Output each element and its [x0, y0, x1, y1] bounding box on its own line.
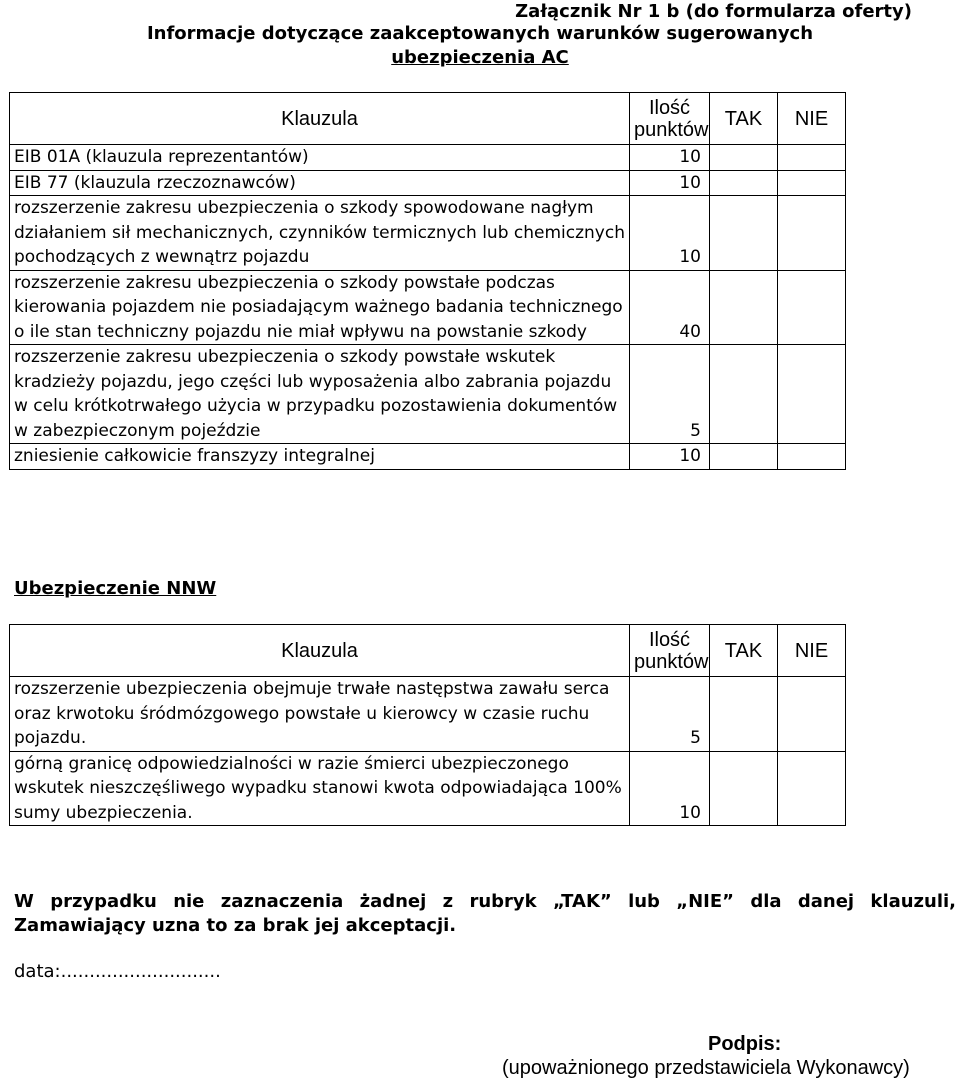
date-field: data:............................ [14, 961, 221, 982]
col-header-clause: Klauzula [10, 625, 630, 677]
clause-text: rozszerzenie zakresu ubezpieczenia o szkody powstałe podczas kierowania pojazdem nie posiadającym ważnego badania technicznego o ile stan techniczny pojazdu nie miał wpływu na powstanie szkody [10, 270, 630, 345]
yes-cell[interactable] [710, 145, 778, 171]
document-heading: Informacje dotyczące zaakceptowanych warunków sugerowanych [146, 23, 814, 44]
yes-cell[interactable] [710, 170, 778, 196]
signature-note: (upoważnionego przedstawiciela Wykonawcy) [502, 1057, 910, 1079]
clause-text: EIB 01A (klauzula reprezentantów) [10, 145, 630, 171]
col-header-yes: TAK [710, 625, 778, 677]
col-header-no: NIE [778, 93, 846, 145]
yes-cell[interactable] [710, 270, 778, 345]
no-cell[interactable] [778, 677, 846, 752]
clause-points: 10 [630, 170, 710, 196]
clause-points: 10 [630, 196, 710, 271]
table-row [10, 751, 846, 826]
clause-text: górną granicę odpowiedzialności w razie śmierci ubezpieczonego wskutek nieszczęśliwego wypadku stanowi kwota odpowiadająca 100% sumy ubezpieczenia. [10, 751, 630, 826]
clause-points: 10 [630, 444, 710, 470]
yes-cell[interactable] [710, 677, 778, 752]
yes-cell[interactable] [710, 751, 778, 826]
clause-text: rozszerzenie zakresu ubezpieczenia o szkody powstałe wskutek kradzieży pojazdu, jego części lub wyposażenia albo zabrania pojazdu w celu krótkotrwałego użycia w przypadku pozostawienia dokumentów w zabezpieczonym pojeździe [10, 345, 630, 444]
table-row [10, 270, 846, 345]
signature-label: Podpis: [708, 1033, 782, 1055]
table-row [10, 345, 846, 444]
col-header-points: Ilość punktów [630, 93, 710, 145]
no-cell[interactable] [778, 444, 846, 470]
yes-cell[interactable] [710, 444, 778, 470]
clause-text: EIB 77 (klauzula rzeczoznawców) [10, 170, 630, 196]
table-row [10, 677, 846, 752]
no-cell[interactable] [778, 170, 846, 196]
annex-title: Załącznik Nr 1 b (do formularza oferty) [515, 1, 912, 22]
clause-text: rozszerzenie ubezpieczenia obejmuje trwałe następstwa zawału serca oraz krwotoku śródmózgowego powstałe u kierowcy w czasie ruchu pojazdu. [10, 677, 630, 752]
clause-text: zniesienie całkowicie franszyzy integralnej [10, 444, 630, 470]
table-row [10, 170, 846, 196]
nnw-clauses-table [9, 624, 846, 826]
no-cell[interactable] [778, 270, 846, 345]
col-header-yes: TAK [710, 93, 778, 145]
clause-points: 40 [630, 270, 710, 345]
table-header-row [10, 93, 846, 145]
col-header-no: NIE [778, 625, 846, 677]
yes-cell[interactable] [710, 345, 778, 444]
col-header-clause: Klauzula [10, 93, 630, 145]
table-header-row [10, 625, 846, 677]
clause-points: 5 [630, 677, 710, 752]
ac-clauses-table [9, 92, 846, 470]
clause-text: rozszerzenie zakresu ubezpieczenia o szkody spowodowane nagłym działaniem sił mechanicznych, czynników termicznych lub chemicznych pochodzących z wewnątrz pojazdu [10, 196, 630, 271]
nnw-section-title: Ubezpieczenie NNW [14, 578, 217, 599]
clause-points: 5 [630, 345, 710, 444]
no-cell[interactable] [778, 751, 846, 826]
no-cell[interactable] [778, 196, 846, 271]
no-cell[interactable] [778, 145, 846, 171]
clause-points: 10 [630, 751, 710, 826]
subheading-text: ubezpieczenia AC [391, 47, 569, 68]
document-subheading [0, 46, 960, 70]
table-row [10, 196, 846, 271]
table-row [10, 444, 846, 470]
acceptance-notice: W przypadku nie zaznaczenia żadnej z rubryk „TAK” lub „NIE” dla danej klauzuli, Zamawiający uzna to za brak jej akceptacji. [14, 891, 956, 936]
yes-cell[interactable] [710, 196, 778, 271]
no-cell[interactable] [778, 345, 846, 444]
table-row [10, 145, 846, 171]
col-header-points: Ilość punktów [630, 625, 710, 677]
clause-points: 10 [630, 145, 710, 171]
